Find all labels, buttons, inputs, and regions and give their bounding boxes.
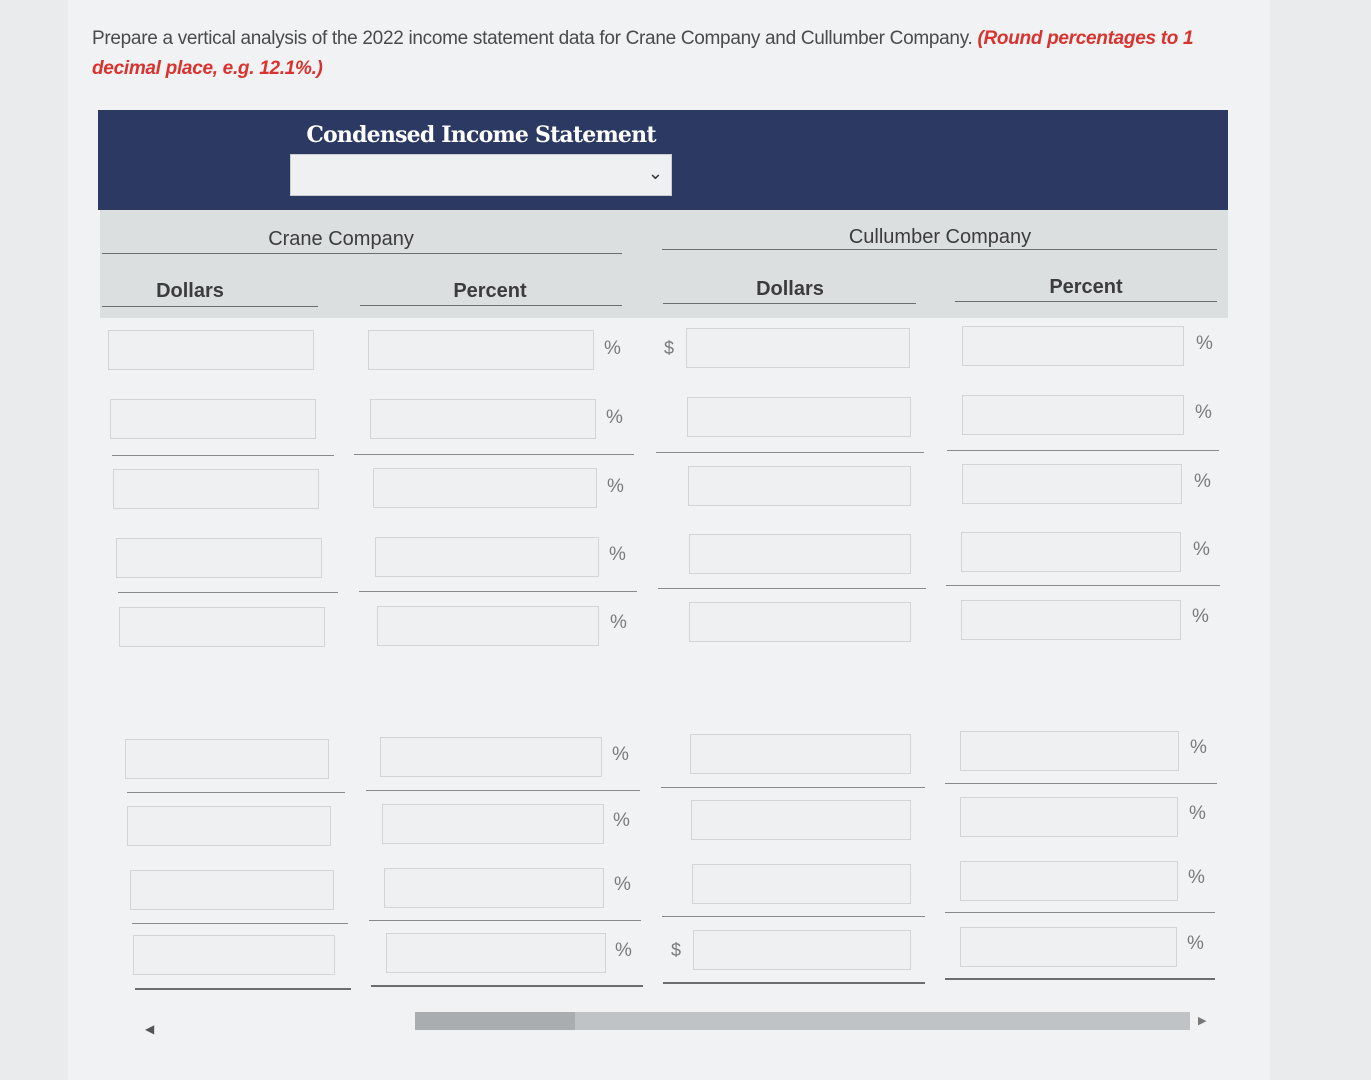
crane-dollars-header: Dollars bbox=[156, 280, 224, 302]
crane-percent-input[interactable] bbox=[384, 868, 604, 908]
crane-percent-input[interactable] bbox=[377, 606, 599, 646]
cullumber-percent-input[interactable] bbox=[960, 797, 1178, 837]
subtotal-rule bbox=[661, 787, 925, 788]
crane-dollars-input[interactable] bbox=[110, 399, 316, 439]
crane-dollars-input[interactable] bbox=[108, 330, 314, 370]
dollar-sign: $ bbox=[664, 338, 675, 358]
percent-sign: % bbox=[1196, 333, 1213, 354]
rounding-note: (Round percentages to 1 decimal place, e.g. 12.1%.) bbox=[92, 28, 1194, 79]
subtotal-rule bbox=[118, 592, 338, 593]
subtotal-rule bbox=[359, 591, 637, 592]
percent-sign: % bbox=[1194, 471, 1211, 492]
crane-dollars-input[interactable] bbox=[113, 469, 319, 509]
cullumber-percent-input[interactable] bbox=[962, 395, 1184, 435]
chevron-down-icon: ⌄ bbox=[647, 163, 663, 183]
percent-sign: % bbox=[1193, 539, 1210, 560]
percent-sign: % bbox=[604, 338, 621, 359]
cullumber-dollars-input[interactable] bbox=[689, 534, 911, 574]
percent-sign: % bbox=[1189, 803, 1206, 824]
crane-header-underline bbox=[102, 253, 622, 254]
scroll-left-arrow-icon[interactable]: ◀ bbox=[145, 1022, 155, 1036]
percent-sign: % bbox=[615, 940, 632, 961]
crane-dollars-input[interactable] bbox=[119, 607, 325, 647]
percent-sign: % bbox=[1187, 933, 1204, 954]
subtotal-rule bbox=[127, 792, 345, 793]
instructions bbox=[92, 24, 1242, 84]
total-double-rule bbox=[945, 978, 1215, 980]
crane-dollars-input[interactable] bbox=[130, 870, 334, 910]
subtotal-rule bbox=[946, 585, 1220, 586]
subtotal-rule bbox=[945, 912, 1215, 913]
percent-sign: % bbox=[613, 810, 630, 831]
percent-sign: % bbox=[1188, 867, 1205, 888]
subtotal-rule bbox=[369, 920, 641, 921]
crane-percent-input[interactable] bbox=[370, 399, 596, 439]
percent-sign: % bbox=[609, 544, 626, 565]
percent-sign: % bbox=[612, 744, 629, 765]
total-double-rule bbox=[663, 982, 925, 984]
cullumber-dollars-input[interactable] bbox=[688, 466, 911, 506]
cullumber-dollars-input[interactable] bbox=[689, 602, 911, 642]
total-double-rule bbox=[135, 988, 351, 990]
cullumber-percent-header: Percent bbox=[1049, 276, 1123, 298]
subtotal-rule bbox=[658, 588, 926, 589]
cullumber-header-underline bbox=[662, 249, 1217, 250]
subtotal-rule bbox=[662, 916, 925, 917]
percent-sign: % bbox=[614, 874, 631, 895]
period-select[interactable] bbox=[290, 154, 672, 196]
crane-percent-input[interactable] bbox=[375, 537, 599, 577]
percent-sign: % bbox=[607, 476, 624, 497]
statement-title: Condensed Income Statement bbox=[306, 122, 656, 148]
percent-sign: % bbox=[1190, 737, 1207, 758]
crane-dollars-input[interactable] bbox=[133, 935, 335, 975]
crane-dollars-input[interactable] bbox=[116, 538, 322, 578]
cullumber-dollars-underline bbox=[663, 303, 916, 304]
crane-percent-input[interactable] bbox=[382, 804, 604, 844]
crane-company-header: Crane Company bbox=[268, 228, 414, 250]
crane-percent-header: Percent bbox=[453, 280, 527, 302]
cullumber-percent-input[interactable] bbox=[962, 464, 1182, 504]
percent-sign: % bbox=[1195, 402, 1212, 423]
subtotal-rule bbox=[112, 455, 334, 456]
dollar-sign: $ bbox=[671, 940, 682, 960]
cullumber-dollars-input[interactable] bbox=[686, 328, 910, 368]
percent-sign: % bbox=[606, 407, 623, 428]
crane-dollars-input[interactable] bbox=[127, 806, 331, 846]
crane-dollars-input[interactable] bbox=[125, 739, 329, 779]
subtotal-rule bbox=[656, 452, 924, 453]
crane-percent-input[interactable] bbox=[368, 330, 594, 370]
crane-percent-input[interactable] bbox=[380, 737, 602, 777]
crane-percent-input[interactable] bbox=[386, 933, 606, 973]
cullumber-percent-input[interactable] bbox=[960, 861, 1178, 901]
subtotal-rule bbox=[366, 790, 640, 791]
cullumber-percent-input[interactable] bbox=[960, 927, 1177, 967]
cullumber-percent-input[interactable] bbox=[961, 600, 1181, 640]
cullumber-dollars-input[interactable] bbox=[691, 800, 911, 840]
cullumber-percent-input[interactable] bbox=[961, 532, 1181, 572]
cullumber-percent-underline bbox=[955, 301, 1217, 302]
instructions-text: Prepare a vertical analysis of the 2022 income statement data for Crane Company and Cullumber Company. bbox=[92, 28, 973, 49]
scrollbar-thumb[interactable] bbox=[415, 1012, 575, 1030]
percent-sign: % bbox=[610, 612, 627, 633]
crane-percent-underline bbox=[360, 305, 622, 306]
subtotal-rule bbox=[354, 454, 634, 455]
total-double-rule bbox=[371, 985, 643, 987]
crane-percent-input[interactable] bbox=[373, 468, 597, 508]
cullumber-dollars-input[interactable] bbox=[692, 864, 911, 904]
cullumber-dollars-input[interactable] bbox=[690, 734, 911, 774]
subtotal-rule bbox=[947, 450, 1219, 451]
cullumber-dollars-header: Dollars bbox=[756, 278, 824, 300]
cullumber-percent-input[interactable] bbox=[960, 731, 1179, 771]
percent-sign: % bbox=[1192, 606, 1209, 627]
cullumber-dollars-input[interactable] bbox=[693, 930, 911, 970]
crane-dollars-underline bbox=[102, 306, 318, 307]
cullumber-percent-input[interactable] bbox=[962, 326, 1184, 366]
subtotal-rule bbox=[132, 923, 348, 924]
subtotal-rule bbox=[945, 783, 1217, 784]
cullumber-dollars-input[interactable] bbox=[687, 397, 911, 437]
cullumber-company-header: Cullumber Company bbox=[848, 226, 1032, 248]
scroll-right-arrow-icon[interactable]: ▶ bbox=[1198, 1015, 1207, 1027]
